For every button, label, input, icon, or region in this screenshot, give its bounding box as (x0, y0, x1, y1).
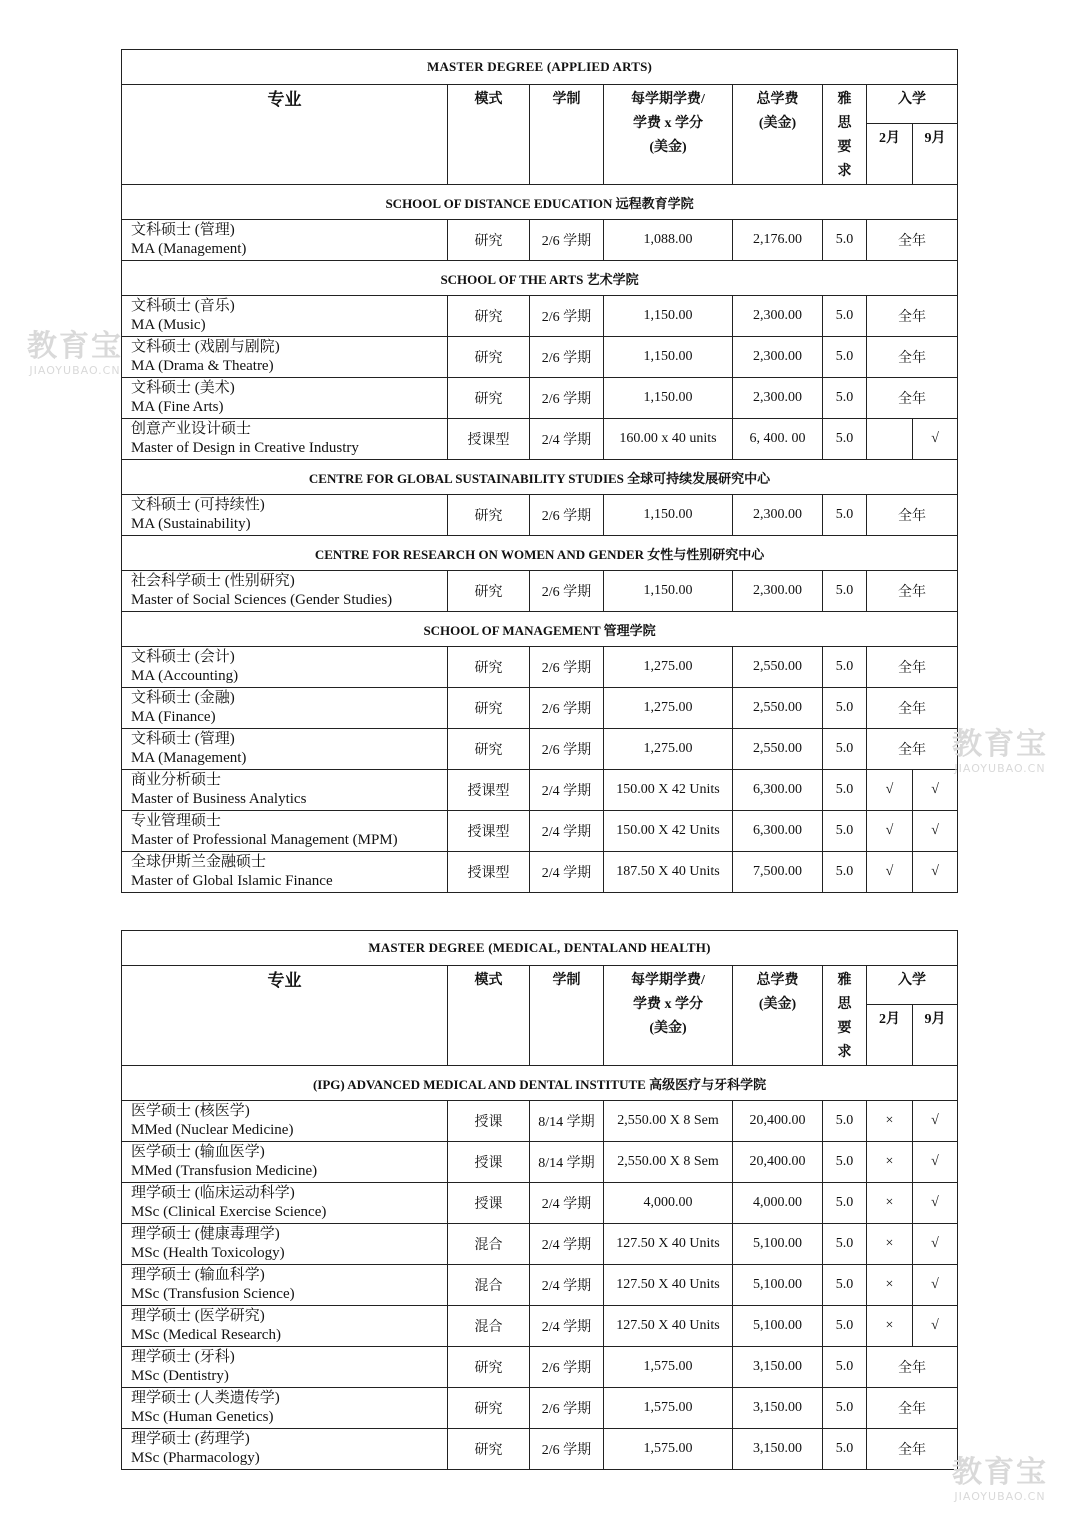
intake-all-year: 全年 (867, 1429, 958, 1470)
study-duration: 2/4 学期 (530, 1265, 604, 1306)
program-name (122, 729, 448, 770)
study-mode: 授课 (448, 1101, 530, 1142)
section-title: SCHOOL OF THE ARTS 艺术学院 (122, 261, 958, 296)
fee-per-semester: 1,088.00 (604, 220, 733, 261)
header-line: 要 (837, 1021, 852, 1036)
program-name-zh: 社会科学硕士 (性别研究) (131, 573, 295, 589)
ielts-requirement: 5.0 (823, 729, 867, 770)
intake-all-year: 全年 (867, 571, 958, 612)
program-name-en: MMed (Nuclear Medicine) (131, 1122, 294, 1138)
table-row (122, 647, 958, 688)
fee-per-semester: 1,150.00 (604, 337, 733, 378)
total-fee: 2,550.00 (733, 729, 823, 770)
program-name-zh: 全球伊斯兰金融硕士 (131, 854, 267, 870)
program-name-en: MSc (Clinical Exercise Science) (131, 1204, 327, 1220)
intake-sep: √ (913, 811, 958, 852)
study-mode: 授课型 (448, 811, 530, 852)
header-total-fee (733, 966, 823, 1066)
section-title: (IPG) ADVANCED MEDICAL AND DENTAL INSTITUTE 高级医疗与牙科学院 (122, 1066, 958, 1101)
header-line: 思 (837, 997, 852, 1012)
ielts-requirement: 5.0 (823, 296, 867, 337)
table-row (122, 811, 958, 852)
total-fee: 2,176.00 (733, 220, 823, 261)
section-title: SCHOOL OF DISTANCE EDUCATION 远程教育学院 (122, 185, 958, 220)
total-fee: 2,300.00 (733, 378, 823, 419)
study-mode: 研究 (448, 571, 530, 612)
study-mode: 授课型 (448, 770, 530, 811)
total-fee: 6,300.00 (733, 811, 823, 852)
total-fee: 3,150.00 (733, 1429, 823, 1470)
program-name-zh: 理学硕士 (临床运动科学) (131, 1185, 295, 1201)
table-row (122, 1224, 958, 1265)
table-row (122, 1101, 958, 1142)
table-row (122, 770, 958, 811)
intake-all-year: 全年 (867, 647, 958, 688)
header-line: (美金) (758, 997, 797, 1012)
intake-feb: × (867, 1306, 913, 1347)
header-major: 专业 (122, 85, 448, 185)
study-duration: 2/4 学期 (530, 811, 604, 852)
program-name-en: Master of Business Analytics (131, 791, 307, 807)
study-mode: 研究 (448, 296, 530, 337)
program-name-zh: 理学硕士 (医学研究) (131, 1308, 265, 1324)
program-name-en: MA (Management) (131, 750, 247, 766)
program-name (122, 337, 448, 378)
program-name-zh: 文科硕士 (美术) (131, 380, 235, 396)
watermark (935, 1456, 1065, 1503)
intake-feb: × (867, 1183, 913, 1224)
watermark (935, 728, 1065, 775)
applied-arts-fee-table (121, 49, 958, 893)
section-row (122, 1066, 958, 1101)
ielts-requirement: 5.0 (823, 419, 867, 460)
program-name-en: Master of Design in Creative Industry (131, 440, 359, 456)
total-fee: 20,400.00 (733, 1101, 823, 1142)
table-row (122, 1306, 958, 1347)
header-mode: 模式 (448, 966, 530, 1066)
header-line: 总学费 (756, 92, 799, 107)
study-mode: 研究 (448, 729, 530, 770)
intake-feb: × (867, 1142, 913, 1183)
intake-sep: √ (913, 1306, 958, 1347)
program-name (122, 495, 448, 536)
program-name-zh: 创意产业设计硕士 (131, 421, 252, 437)
study-duration: 2/6 学期 (530, 647, 604, 688)
header-line: (美金) (649, 140, 687, 155)
program-name (122, 647, 448, 688)
fee-per-semester: 1,275.00 (604, 647, 733, 688)
fee-per-semester: 127.50 X 40 Units (604, 1265, 733, 1306)
study-mode: 授课 (448, 1183, 530, 1224)
study-mode: 研究 (448, 378, 530, 419)
intake-sep: √ (913, 1265, 958, 1306)
program-name (122, 378, 448, 419)
fee-per-semester: 1,575.00 (604, 1347, 733, 1388)
header-line: 雅 (837, 92, 852, 107)
study-duration: 2/6 学期 (530, 1347, 604, 1388)
program-name-en: Master of Social Sciences (Gender Studies) (131, 592, 393, 608)
table-row (122, 688, 958, 729)
intake-sep: √ (913, 1183, 958, 1224)
table-title-row (122, 931, 958, 966)
program-name (122, 1306, 448, 1347)
header-line: 求 (837, 164, 852, 179)
study-mode: 授课型 (448, 419, 530, 460)
intake-sep: √ (913, 1224, 958, 1265)
fee-per-semester: 127.50 X 40 Units (604, 1224, 733, 1265)
watermark-url: JIAOYUBAO.CN (29, 364, 121, 377)
ielts-requirement: 5.0 (823, 220, 867, 261)
table-row (122, 1142, 958, 1183)
section-row (122, 261, 958, 296)
intake-sep: √ (913, 419, 958, 460)
watermark-url: JIAOYUBAO.CN (954, 762, 1046, 775)
intake-feb: × (867, 1224, 913, 1265)
study-duration: 2/6 学期 (530, 220, 604, 261)
program-name-zh: 文科硕士 (金融) (131, 690, 235, 706)
program-name-en: MA (Drama & Theatre) (131, 358, 274, 374)
program-name-en: MSc (Health Toxicology) (131, 1245, 285, 1261)
intake-all-year: 全年 (867, 337, 958, 378)
intake-feb: × (867, 1101, 913, 1142)
table-title-row (122, 50, 958, 85)
watermark-logo: 教育宝 (952, 1455, 1048, 1490)
intake-all-year: 全年 (867, 378, 958, 419)
watermark-logo: 教育宝 (27, 329, 123, 364)
header-sep: 9月 (913, 123, 958, 184)
program-name (122, 296, 448, 337)
fee-per-semester: 127.50 X 40 Units (604, 1306, 733, 1347)
fee-per-semester: 150.00 X 42 Units (604, 811, 733, 852)
program-name-zh: 理学硕士 (输血科学) (131, 1267, 265, 1283)
header-line: 求 (837, 1045, 852, 1060)
study-mode: 混合 (448, 1306, 530, 1347)
total-fee: 2,300.00 (733, 337, 823, 378)
study-mode: 授课 (448, 1142, 530, 1183)
total-fee: 7,500.00 (733, 852, 823, 893)
ielts-requirement: 5.0 (823, 688, 867, 729)
section-title: CENTRE FOR RESEARCH ON WOMEN AND GENDER 女性与性别研究中心 (122, 536, 958, 571)
study-duration: 2/4 学期 (530, 1224, 604, 1265)
table-title: MASTER DEGREE (MEDICAL, DENTALAND HEALTH) (122, 931, 958, 966)
table-row (122, 495, 958, 536)
program-name (122, 1388, 448, 1429)
intake-feb: √ (867, 811, 913, 852)
ielts-requirement: 5.0 (823, 337, 867, 378)
ielts-requirement: 5.0 (823, 378, 867, 419)
ielts-requirement: 5.0 (823, 1183, 867, 1224)
table-title: MASTER DEGREE (APPLIED ARTS) (122, 50, 958, 85)
header-line: 学费 x 学分 (633, 997, 703, 1012)
study-duration: 8/14 学期 (530, 1101, 604, 1142)
program-name-en: MA (Accounting) (131, 668, 239, 684)
program-name-zh: 医学硕士 (输血医学) (131, 1144, 265, 1160)
program-name-en: MA (Finance) (131, 709, 216, 725)
intake-sep: √ (913, 1142, 958, 1183)
header-total-fee (733, 85, 823, 185)
header-line: 思 (837, 116, 852, 131)
fee-per-semester: 1,575.00 (604, 1388, 733, 1429)
total-fee: 2,300.00 (733, 571, 823, 612)
program-name (122, 571, 448, 612)
fee-per-semester: 1,575.00 (604, 1429, 733, 1470)
program-name (122, 770, 448, 811)
table-row (122, 1183, 958, 1224)
study-mode: 授课型 (448, 852, 530, 893)
table-row (122, 852, 958, 893)
fee-per-semester: 1,275.00 (604, 688, 733, 729)
watermark-logo: 教育宝 (952, 727, 1048, 762)
intake-all-year: 全年 (867, 1347, 958, 1388)
section-title: CENTRE FOR GLOBAL SUSTAINABILITY STUDIES 全球可持续发展研究中心 (122, 460, 958, 495)
fee-per-semester: 1,275.00 (604, 729, 733, 770)
study-duration: 2/6 学期 (530, 296, 604, 337)
table-row (122, 1429, 958, 1470)
study-duration: 2/6 学期 (530, 495, 604, 536)
program-name (122, 1142, 448, 1183)
header-duration: 学制 (530, 966, 604, 1066)
program-name (122, 220, 448, 261)
study-duration: 2/4 学期 (530, 770, 604, 811)
study-mode: 混合 (448, 1224, 530, 1265)
ielts-requirement: 5.0 (823, 647, 867, 688)
table-row (122, 337, 958, 378)
table-row (122, 729, 958, 770)
program-name-zh: 专业管理硕士 (131, 813, 222, 829)
program-name-en: MSc (Pharmacology) (131, 1450, 260, 1466)
program-name-en: MA (Sustainability) (131, 516, 251, 532)
intake-all-year: 全年 (867, 688, 958, 729)
table-row (122, 378, 958, 419)
section-row (122, 460, 958, 495)
ielts-requirement: 5.0 (823, 811, 867, 852)
intake-all-year: 全年 (867, 1388, 958, 1429)
program-name (122, 419, 448, 460)
header-row (122, 85, 958, 124)
program-name (122, 1265, 448, 1306)
ielts-requirement: 5.0 (823, 770, 867, 811)
study-duration: 2/4 学期 (530, 1306, 604, 1347)
ielts-requirement: 5.0 (823, 1388, 867, 1429)
study-duration: 2/6 学期 (530, 378, 604, 419)
ielts-requirement: 5.0 (823, 1224, 867, 1265)
program-name (122, 1183, 448, 1224)
total-fee: 6,300.00 (733, 770, 823, 811)
watermark-url: JIAOYUBAO.CN (954, 1490, 1046, 1503)
program-name-en: MSc (Dentistry) (131, 1368, 229, 1384)
header-intake: 入学 (867, 966, 958, 1005)
intake-sep: √ (913, 770, 958, 811)
header-line: 每学期学费/ (631, 973, 705, 988)
table-row (122, 1347, 958, 1388)
total-fee: 5,100.00 (733, 1265, 823, 1306)
study-mode: 研究 (448, 495, 530, 536)
total-fee: 2,300.00 (733, 296, 823, 337)
intake-all-year: 全年 (867, 729, 958, 770)
program-name-zh: 文科硕士 (戏剧与剧院) (131, 339, 280, 355)
ielts-requirement: 5.0 (823, 1429, 867, 1470)
program-name-zh: 文科硕士 (管理) (131, 222, 235, 238)
program-name (122, 1224, 448, 1265)
study-mode: 混合 (448, 1265, 530, 1306)
program-name-en: MSc (Human Genetics) (131, 1409, 274, 1425)
total-fee: 4,000.00 (733, 1183, 823, 1224)
section-row (122, 612, 958, 647)
study-duration: 2/6 学期 (530, 337, 604, 378)
total-fee: 6, 400. 00 (733, 419, 823, 460)
study-duration: 2/4 学期 (530, 419, 604, 460)
header-feb: 2月 (867, 1004, 913, 1065)
study-mode: 研究 (448, 647, 530, 688)
study-mode: 研究 (448, 220, 530, 261)
header-line: (美金) (649, 1021, 687, 1036)
program-name-zh: 理学硕士 (人类遗传学) (131, 1390, 280, 1406)
table-row (122, 1265, 958, 1306)
intake-feb: √ (867, 852, 913, 893)
section-row (122, 185, 958, 220)
intake-all-year: 全年 (867, 296, 958, 337)
total-fee: 3,150.00 (733, 1347, 823, 1388)
fee-per-semester: 187.50 X 40 Units (604, 852, 733, 893)
header-line: 雅 (837, 973, 852, 988)
program-name-zh: 理学硕士 (健康毒理学) (131, 1226, 280, 1242)
intake-all-year: 全年 (867, 495, 958, 536)
program-name-en: MMed (Transfusion Medicine) (131, 1163, 318, 1179)
program-name (122, 811, 448, 852)
total-fee: 20,400.00 (733, 1142, 823, 1183)
header-mode: 模式 (448, 85, 530, 185)
program-name-en: Master of Global Islamic Finance (131, 873, 333, 889)
fee-per-semester: 1,150.00 (604, 296, 733, 337)
program-name-zh: 文科硕士 (管理) (131, 731, 235, 747)
header-fee-per-semester (604, 966, 733, 1066)
program-name-zh: 理学硕士 (牙科) (131, 1349, 235, 1365)
study-mode: 研究 (448, 688, 530, 729)
fee-per-semester: 1,150.00 (604, 571, 733, 612)
fee-per-semester: 1,150.00 (604, 378, 733, 419)
intake-feb (867, 419, 913, 460)
total-fee: 3,150.00 (733, 1388, 823, 1429)
section-title: SCHOOL OF MANAGEMENT 管理学院 (122, 612, 958, 647)
fee-per-semester: 4,000.00 (604, 1183, 733, 1224)
study-mode: 研究 (448, 1347, 530, 1388)
fee-per-semester: 160.00 x 40 units (604, 419, 733, 460)
table-row (122, 1388, 958, 1429)
fee-per-semester: 2,550.00 X 8 Sem (604, 1101, 733, 1142)
table-row (122, 296, 958, 337)
watermark (10, 330, 140, 377)
ielts-requirement: 5.0 (823, 1265, 867, 1306)
header-intake: 入学 (867, 85, 958, 124)
medical-fee-table (121, 930, 958, 1470)
study-mode: 研究 (448, 1429, 530, 1470)
program-name-zh: 医学硕士 (核医学) (131, 1103, 250, 1119)
header-row (122, 966, 958, 1005)
total-fee: 2,550.00 (733, 688, 823, 729)
program-name-en: MA (Fine Arts) (131, 399, 224, 415)
study-mode: 研究 (448, 337, 530, 378)
program-name-en: MA (Management) (131, 241, 247, 257)
program-name-en: MSc (Transfusion Science) (131, 1286, 295, 1302)
header-duration: 学制 (530, 85, 604, 185)
fee-per-semester: 2,550.00 X 8 Sem (604, 1142, 733, 1183)
ielts-requirement: 5.0 (823, 571, 867, 612)
header-sep: 9月 (913, 1004, 958, 1065)
intake-all-year: 全年 (867, 220, 958, 261)
ielts-requirement: 5.0 (823, 1306, 867, 1347)
header-line: 要 (837, 140, 852, 155)
total-fee: 5,100.00 (733, 1224, 823, 1265)
header-line: 学费 x 学分 (633, 116, 703, 131)
section-row (122, 536, 958, 571)
fee-per-semester: 1,150.00 (604, 495, 733, 536)
total-fee: 2,300.00 (733, 495, 823, 536)
program-name (122, 1429, 448, 1470)
header-line: 每学期学费/ (631, 92, 705, 107)
program-name-en: MA (Music) (131, 317, 206, 333)
total-fee: 5,100.00 (733, 1306, 823, 1347)
program-name-zh: 文科硕士 (音乐) (131, 298, 235, 314)
table-row (122, 571, 958, 612)
header-major: 专业 (122, 966, 448, 1066)
study-duration: 2/6 学期 (530, 688, 604, 729)
ielts-requirement: 5.0 (823, 852, 867, 893)
program-name (122, 1101, 448, 1142)
total-fee: 2,550.00 (733, 647, 823, 688)
program-name-en: MSc (Medical Research) (131, 1327, 281, 1343)
program-name-zh: 文科硕士 (会计) (131, 649, 235, 665)
study-duration: 2/4 学期 (530, 1183, 604, 1224)
header-line: 总学费 (756, 973, 799, 988)
program-name (122, 1347, 448, 1388)
program-name-en: Master of Professional Management (MPM) (131, 832, 398, 848)
intake-feb: √ (867, 770, 913, 811)
study-duration: 2/4 学期 (530, 852, 604, 893)
program-name-zh: 文科硕士 (可持续性) (131, 497, 265, 513)
intake-feb: × (867, 1265, 913, 1306)
header-line: (美金) (758, 116, 797, 131)
study-mode: 研究 (448, 1388, 530, 1429)
header-feb: 2月 (867, 123, 913, 184)
study-duration: 2/6 学期 (530, 1429, 604, 1470)
study-duration: 2/6 学期 (530, 1388, 604, 1429)
program-name (122, 688, 448, 729)
table-row (122, 419, 958, 460)
program-name-zh: 商业分析硕士 (131, 772, 222, 788)
intake-sep: √ (913, 852, 958, 893)
fee-per-semester: 150.00 X 42 Units (604, 770, 733, 811)
header-fee-per-semester (604, 85, 733, 185)
study-duration: 2/6 学期 (530, 729, 604, 770)
study-duration: 2/6 学期 (530, 571, 604, 612)
header-ielts (823, 966, 867, 1066)
header-ielts (823, 85, 867, 185)
program-name (122, 852, 448, 893)
ielts-requirement: 5.0 (823, 1347, 867, 1388)
ielts-requirement: 5.0 (823, 1142, 867, 1183)
ielts-requirement: 5.0 (823, 495, 867, 536)
study-duration: 8/14 学期 (530, 1142, 604, 1183)
intake-sep: √ (913, 1101, 958, 1142)
table-row (122, 220, 958, 261)
program-name-zh: 理学硕士 (药理学) (131, 1431, 250, 1447)
ielts-requirement: 5.0 (823, 1101, 867, 1142)
